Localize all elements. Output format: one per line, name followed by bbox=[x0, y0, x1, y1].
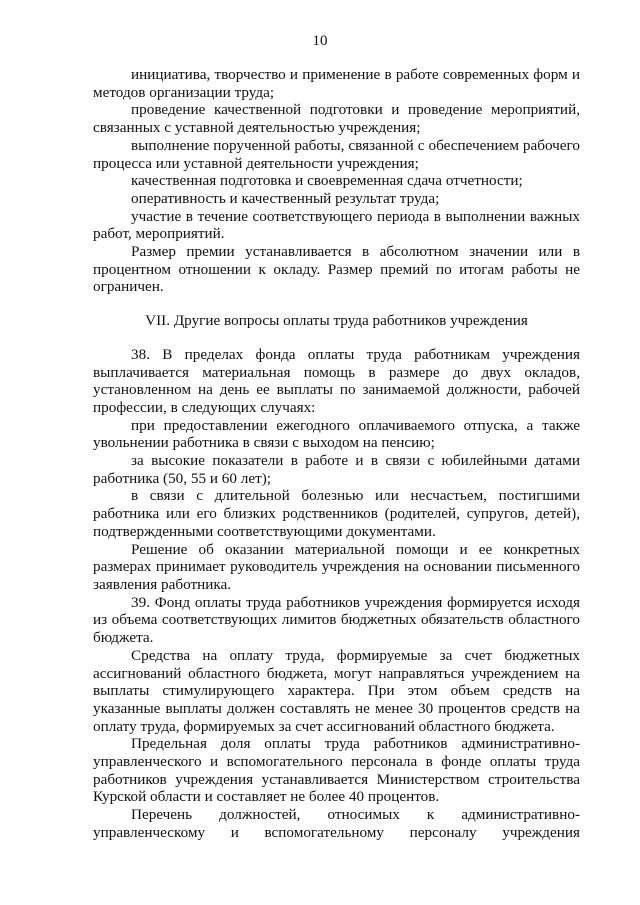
paragraph: 39. Фонд оплаты труда работников учреждения формируется исходя из объема соответствующих лимитов бюджетных обязательств областного бюджета. bbox=[93, 593, 580, 647]
paragraph: участие в течение соответствующего периода в выполнении важных работ, мероприятий. bbox=[93, 207, 580, 243]
paragraph: Решение об оказании материальной помощи и ее конкретных размерах принимает руководитель учреждения на основании письменного заявления работника. bbox=[93, 540, 580, 593]
paragraph: оперативность и качественный результат труда; bbox=[131, 189, 440, 207]
document-body bbox=[93, 66, 580, 842]
paragraph: 38. В пределах фонда оплаты труда работникам учреждения выплачивается материальная помощь в размере до двух окладов, установленном на день ее выплаты по занимаемой должности, рабочей профессии, в следующих случаях: bbox=[93, 345, 580, 416]
page-number: 10 bbox=[312, 33, 328, 49]
paragraph: в связи с длительной болезнью или несчастьем, постигшими работника или его близких родственников (родителей, супругов, детей), подтвержденными соответствующими документами. bbox=[93, 487, 580, 540]
paragraph: Средства на оплату труда, формируемые за счет бюджетных ассигнований областного бюджета, могут направляться учреждением на выплаты стимулирующего характера. При этом объем средств на указанные выплаты должен составлять не менее 30 процентов средств на оплату труда, формируемых за счет ассигнований областного бюджета. bbox=[93, 646, 580, 735]
section-heading: VII. Другие вопросы оплаты труда работников учреждения bbox=[145, 312, 528, 330]
paragraph: Предельная доля оплаты труда работников административно-управленческого и вспомогательного персонала в фонде оплаты труда работников учреждения устанавливается Министерством строительства Курской области и составляет не более 40 процентов. bbox=[93, 735, 580, 806]
paragraph: выполнение порученной работы, связанной с обеспечением рабочего процесса или уставной деятельности учреждения; bbox=[93, 136, 580, 172]
paragraph: инициатива, творчество и применение в работе современных форм и методов организации труда; bbox=[93, 66, 580, 101]
paragraph: Перечень должностей, относимых к административно-управленческому и вспомогательному персоналу учреждения bbox=[93, 806, 580, 841]
paragraph: проведение качественной подготовки и проведение мероприятий, связанных с уставной деятельностью учреждения; bbox=[93, 101, 580, 137]
paragraph: Размер премии устанавливается в абсолютном значении или в процентном отношении к окладу. Размер премий по итогам работы не ограничен. bbox=[93, 243, 580, 296]
paragraph: при предоставлении ежегодного оплачиваемого отпуска, а также увольнении работника в связи с выходом на пенсию; bbox=[93, 416, 580, 452]
paragraph: за высокие показатели в работе и в связи с юбилейными датами работника (50, 55 и 60 лет); bbox=[93, 452, 580, 487]
paragraph: качественная подготовка и своевременная сдача отчетности; bbox=[131, 172, 523, 190]
